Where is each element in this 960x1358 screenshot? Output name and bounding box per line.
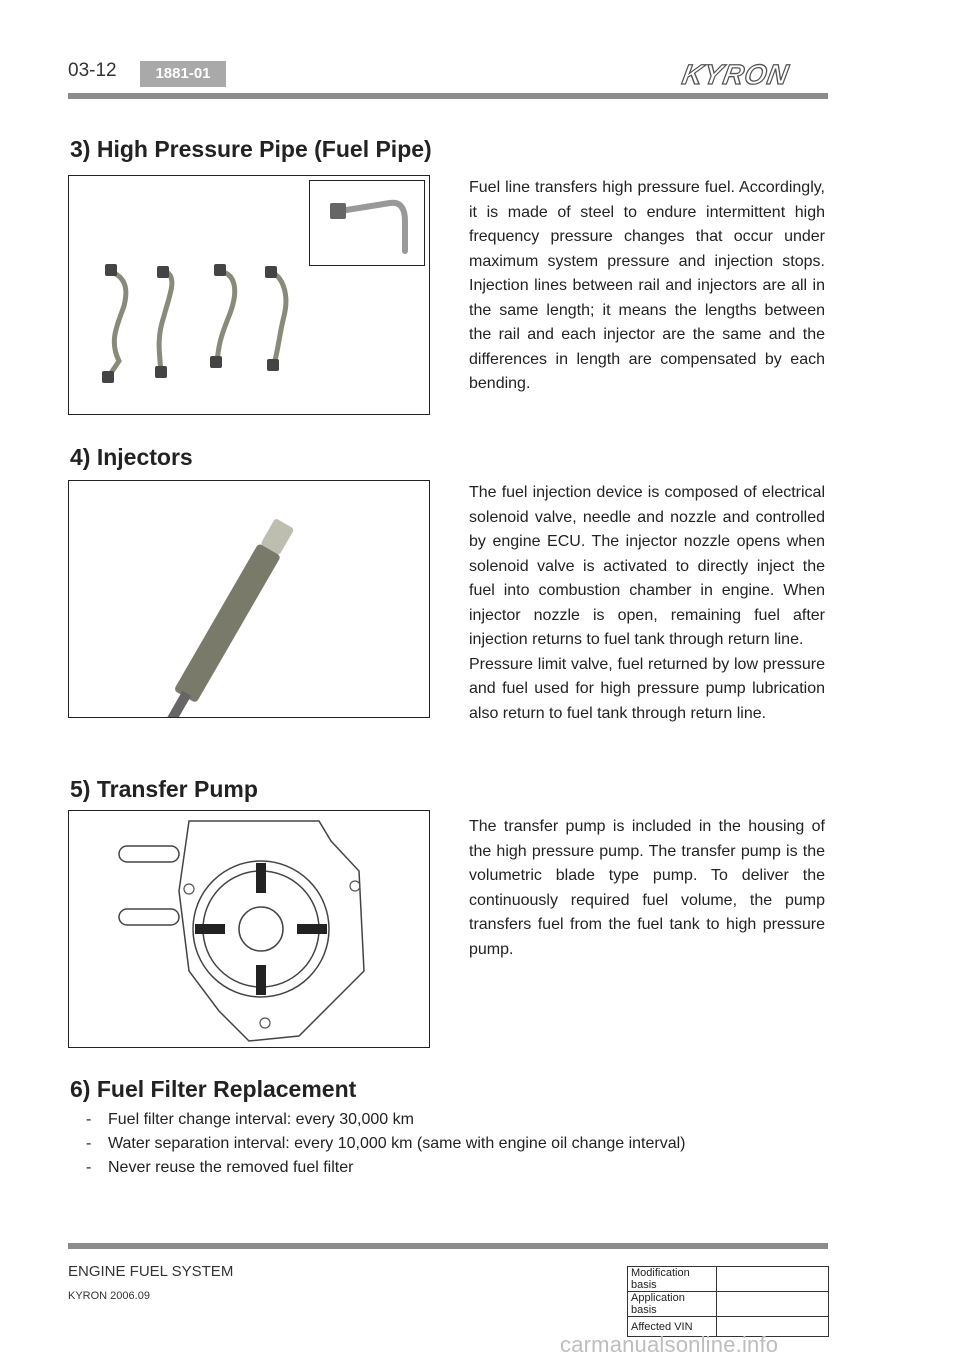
- fuel-filter-bullet-3-text: Never reuse the removed fuel filter: [108, 1159, 354, 1176]
- transfer-pump-description: [469, 815, 825, 962]
- fuel-pipe-inset: [309, 180, 425, 266]
- revision-table: [627, 1266, 829, 1337]
- fuel-filter-bullet-2: - Water separation interval: every 10,000 km (same with engine oil change interval): [86, 1135, 686, 1152]
- affected-vin-label: Affected VIN: [628, 1317, 717, 1337]
- fuel-pipe-figure: [68, 175, 430, 415]
- revision-row-application: [628, 1292, 829, 1317]
- pipe-description-text: Fuel line transfers high pressure fuel. Accordingly, it is made of steel to endure intermittent high frequency pressure changes that occur under maximum system pressure and injection stops. Injection lines between rail and injectors are all in the same length; it means the lengths between the rail and each injector are the same and the differences in length are compensated by each bending.: [469, 179, 825, 392]
- injector-illustration: [69, 481, 429, 717]
- watermark: carmanualsonline.info: [560, 1332, 779, 1357]
- fuel-pipe-detail-illustration: [310, 181, 424, 265]
- transfer-pump-figure: [68, 810, 430, 1048]
- transfer-pump-description-text: The transfer pump is included in the housing of the high pressure pump. The transfer pump is the volumetric blade type pump. To deliver the continuously required fuel volume, the pump transfers fuel from the fuel tank to high pressure pump.: [469, 818, 825, 958]
- section-title-injectors: 4) Injectors: [70, 444, 193, 470]
- injector-figure: [68, 480, 430, 718]
- application-basis-value: [717, 1292, 829, 1317]
- fuel-filter-bullet-2-text: Water separation interval: every 10,000 km (same with engine oil change interval): [108, 1135, 686, 1152]
- footer-rule: [68, 1243, 828, 1249]
- fuel-filter-bullet-1-text: Fuel filter change interval: every 30,000 km: [108, 1111, 414, 1128]
- section-code-badge: 1881-01: [140, 61, 226, 87]
- footer-subtitle: KYRON 2006.09: [68, 1290, 150, 1302]
- footer-title: ENGINE FUEL SYSTEM: [68, 1263, 234, 1280]
- page-number: 03-12: [68, 60, 117, 81]
- section-title-pipe: 3) High Pressure Pipe (Fuel Pipe): [70, 136, 432, 162]
- application-basis-label: Application basis: [628, 1292, 717, 1317]
- injector-description-text2: Pressure limit valve, fuel returned by low pressure and fuel used for high pressure pump lubrication also return to fuel tank through return line.: [469, 655, 825, 722]
- transfer-pump-illustration: [69, 811, 429, 1047]
- fuel-filter-bullet-3: - Never reuse the removed fuel filter: [86, 1159, 354, 1176]
- section-title-transfer-pump: 5) Transfer Pump: [70, 776, 258, 802]
- header-rule: [68, 93, 828, 99]
- section-title-fuel-filter: 6) Fuel Filter Replacement: [70, 1076, 357, 1102]
- brand-logo-text: KYRON: [680, 58, 792, 90]
- brand-logo: [680, 56, 830, 92]
- modification-basis-label: Modification basis: [628, 1267, 717, 1292]
- injector-description: [469, 481, 825, 726]
- revision-row-modification: [628, 1267, 829, 1292]
- modification-basis-value: [717, 1267, 829, 1292]
- pipe-description: [469, 176, 825, 397]
- fuel-filter-bullet-1: - Fuel filter change interval: every 30,000 km: [86, 1111, 414, 1128]
- injector-description-text1: The fuel injection device is composed of electrical solenoid valve, needle and nozzle and controlled by engine ECU. The injector nozzle opens when solenoid valve is activated to directly inject the fuel into combustion chamber in engine. When injector nozzle is open, remaining fuel after injection returns to fuel tank through return line.: [469, 484, 825, 648]
